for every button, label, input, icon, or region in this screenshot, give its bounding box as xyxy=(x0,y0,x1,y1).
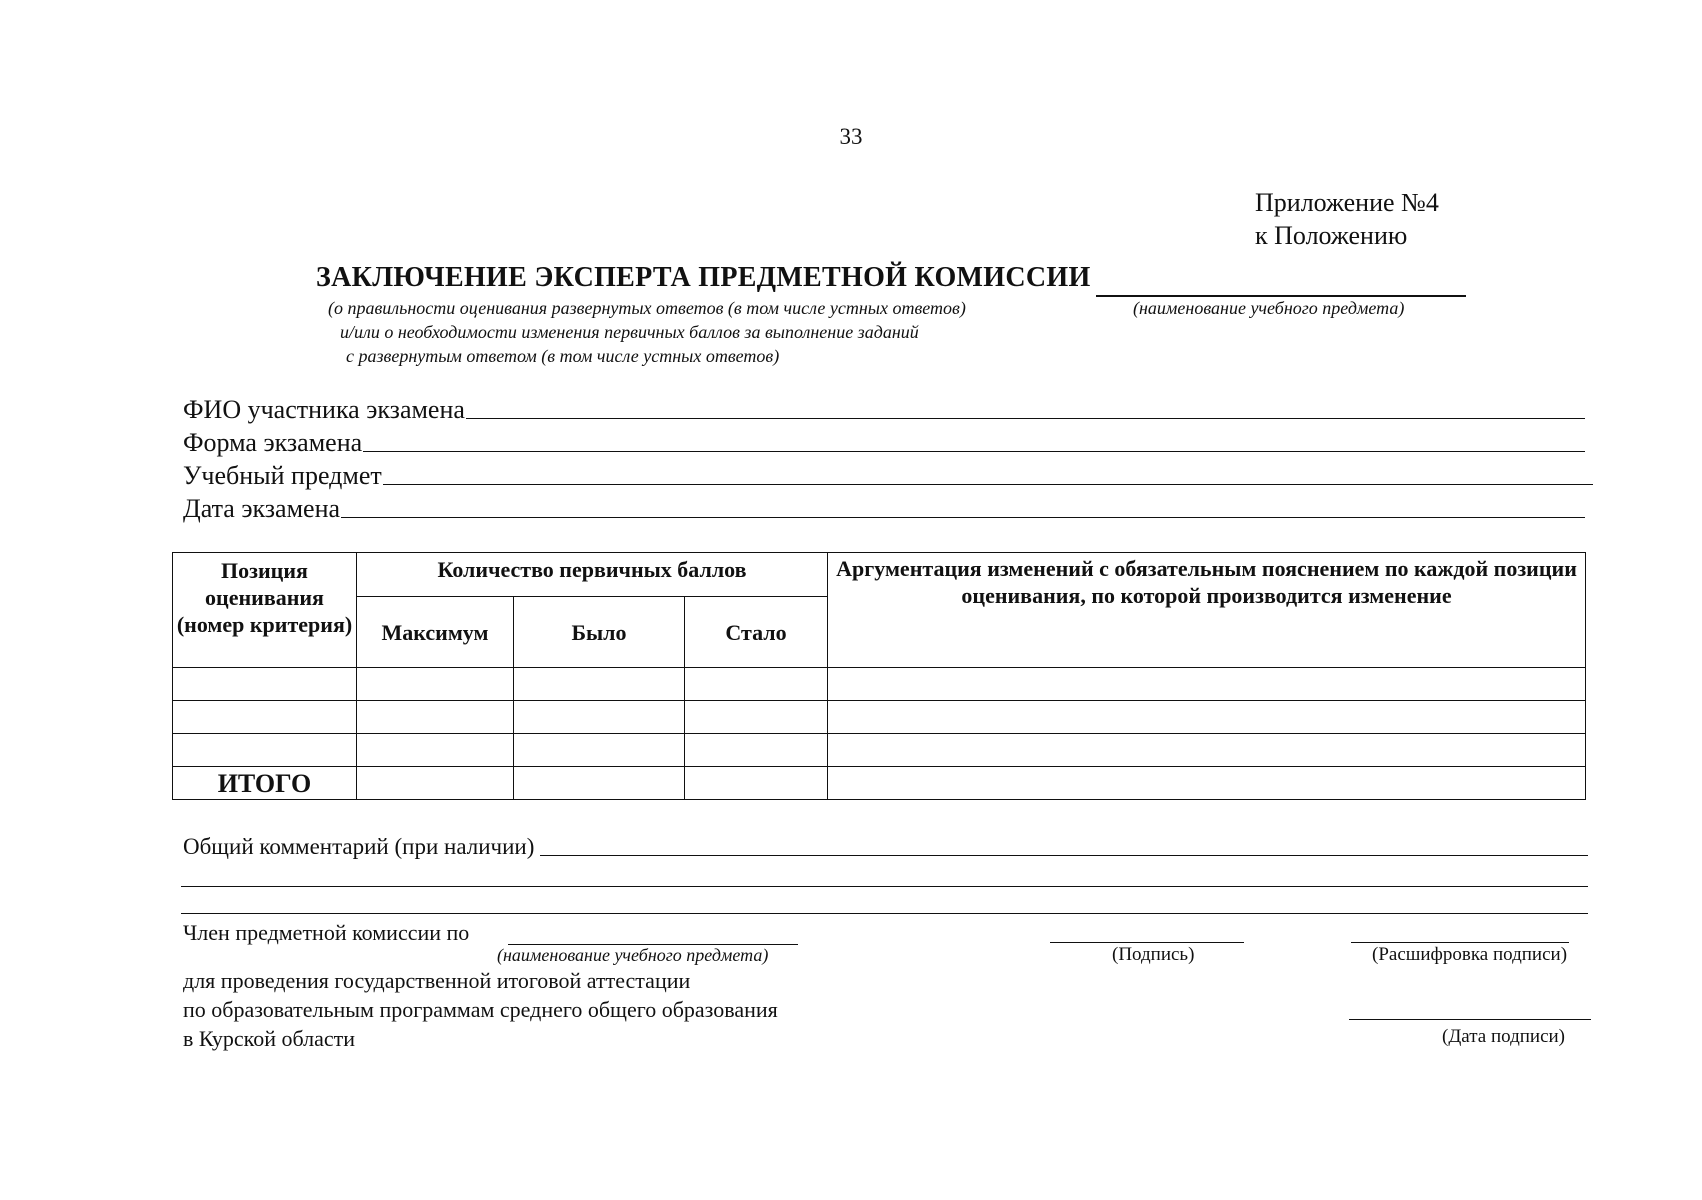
subject-blank-line[interactable] xyxy=(1096,295,1466,297)
signature-decoding-label: (Расшифровка подписи) xyxy=(1372,944,1568,965)
field-participant-name xyxy=(183,395,1585,425)
cell-became[interactable] xyxy=(685,701,828,734)
signature-line[interactable] xyxy=(1050,942,1244,943)
header-became: Стало xyxy=(685,597,828,668)
cell-became[interactable] xyxy=(685,668,828,701)
participant-name-input[interactable] xyxy=(466,418,1585,419)
exam-date-input[interactable] xyxy=(341,517,1585,518)
total-label: ИТОГО xyxy=(173,767,357,800)
table-row xyxy=(173,734,1586,767)
header-argumentation: Аргументация изменений с обязательным пояснением по каждой позиции оценивания, по которой производится изменение xyxy=(828,553,1586,668)
field-subject xyxy=(183,461,1593,491)
cell-argument[interactable] xyxy=(828,734,1586,767)
comment-label: Общий комментарий (при наличии) xyxy=(183,834,535,859)
header-position: Позиция оценивания (номер критерия) xyxy=(173,553,357,668)
header-max: Максимум xyxy=(357,597,514,668)
cell-argument[interactable] xyxy=(828,701,1586,734)
table-row xyxy=(173,668,1586,701)
commission-description-line: для проведения государственной итоговой аттестации xyxy=(183,968,691,993)
title-description-line: (о правильности оценивания развернутых ответов (в том числе устных ответов) xyxy=(328,298,966,318)
title-description-line: и/или о необходимости изменения первичных баллов за выполнение заданий xyxy=(340,322,919,342)
commission-description-line: по образовательным программам среднего общего образования xyxy=(183,997,778,1022)
member-subject-hint: (наименование учебного предмета) xyxy=(497,945,769,965)
field-label: Форма экзамена xyxy=(183,428,363,457)
appendix-line-regulation: к Положению xyxy=(1255,221,1408,250)
total-max[interactable] xyxy=(357,767,514,800)
total-was[interactable] xyxy=(514,767,685,800)
cell-max[interactable] xyxy=(357,701,514,734)
header-was: Было xyxy=(514,597,685,668)
comment-input[interactable] xyxy=(540,855,1588,856)
total-became[interactable] xyxy=(685,767,828,800)
cell-became[interactable] xyxy=(685,734,828,767)
total-argument[interactable] xyxy=(828,767,1586,800)
appendix-line-number: Приложение №4 xyxy=(1255,188,1439,217)
cell-position[interactable] xyxy=(173,668,357,701)
field-label: Дата экзамена xyxy=(183,494,341,523)
comment-line[interactable] xyxy=(181,913,1588,914)
cell-was[interactable] xyxy=(514,668,685,701)
total-row xyxy=(173,767,1586,800)
cell-was[interactable] xyxy=(514,734,685,767)
exam-form-input[interactable] xyxy=(363,451,1585,452)
title-description-line: с развернутым ответом (в том числе устных ответов) xyxy=(346,346,780,366)
signature-label: (Подпись) xyxy=(1112,944,1195,965)
comment-line[interactable] xyxy=(181,886,1588,887)
cell-max[interactable] xyxy=(357,668,514,701)
field-exam-form xyxy=(183,428,1585,458)
general-comment xyxy=(183,834,1588,860)
commission-description-line: в Курской области xyxy=(183,1026,356,1051)
cell-position[interactable] xyxy=(173,734,357,767)
table-row xyxy=(173,701,1586,734)
cell-argument[interactable] xyxy=(828,668,1586,701)
signature-date-line[interactable] xyxy=(1349,1019,1591,1020)
field-label: ФИО участника экзамена xyxy=(183,395,465,424)
header-points-group: Количество первичных баллов xyxy=(357,553,828,597)
points-table xyxy=(172,552,1586,800)
subject-hint: (наименование учебного предмета) xyxy=(1133,298,1405,318)
subject-input[interactable] xyxy=(383,484,1593,485)
cell-max[interactable] xyxy=(357,734,514,767)
field-exam-date xyxy=(183,494,1585,524)
cell-position[interactable] xyxy=(173,701,357,734)
signature-date-label: (Дата подписи) xyxy=(1442,1026,1565,1047)
field-label: Учебный предмет xyxy=(183,461,382,490)
page-number: 33 xyxy=(839,124,863,149)
cell-was[interactable] xyxy=(514,701,685,734)
document-title: ЗАКЛЮЧЕНИЕ ЭКСПЕРТА ПРЕДМЕТНОЙ КОМИССИИ xyxy=(316,262,1091,293)
member-label: Член предметной комиссии по xyxy=(183,920,470,945)
appendix-note xyxy=(1255,186,1439,252)
signature-decoding-line[interactable] xyxy=(1351,942,1569,943)
